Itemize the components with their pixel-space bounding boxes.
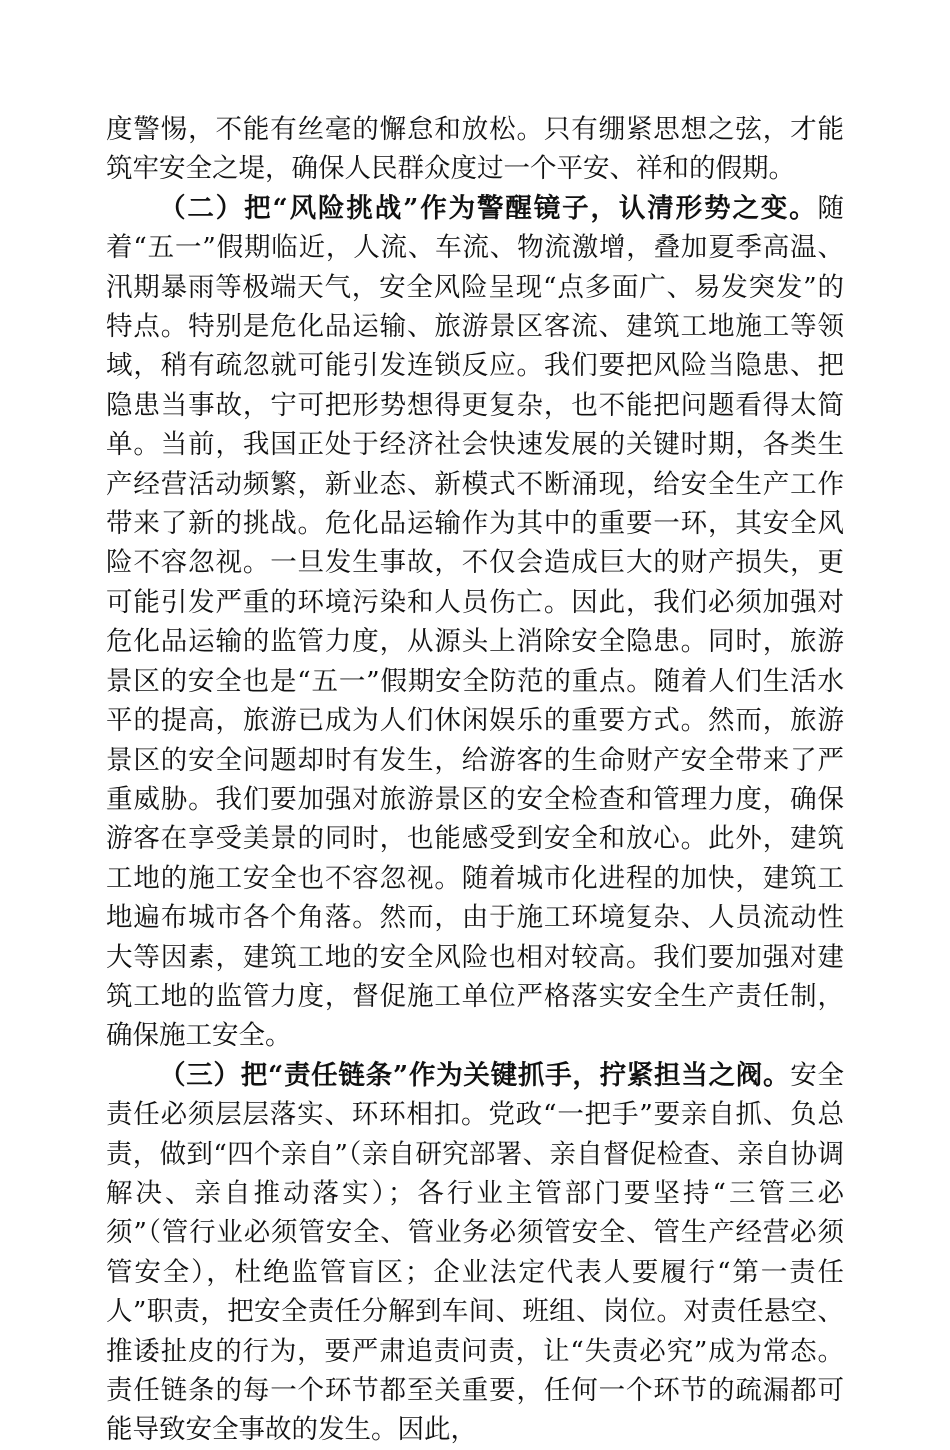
paragraph-body: 度警惕，不能有丝毫的懈怠和放松。只有绷紧思想之弦，才能筑牢安全之堤，确保人民群众度过一个平安、祥和的假期。 [106, 114, 844, 185]
paragraph-risk-challenge [106, 189, 844, 1056]
paragraph-body: 随着“五一”假期临近，人流、车流、物流激增，叠加夏季高温、汛期暴雨等极端天气，安全风险呈现“点多面广、易发突发”的特点。特别是危化品运输、旅游景区客流、建筑工地施工等领域，稍有疏忽就可能引发连锁反应。我们要把风险当隐患、把隐患当事故，宁可把形势想得更复杂，也不能把问题看得太简单。当前，我国正处于经济社会快速发展的关键时期，各类生产经营活动频繁，新业态、新模式不断涌现，给安全生产工作带来了新的挑战。危化品运输作为其中的重要一环，其安全风险不容忽视。一旦发生事故，不仅会造成巨大的财产损失，更可能引发严重的环境污染和人员伤亡。因此，我们必须加强对危化品运输的监管力度，从源头上消除安全隐患。同时，旅游景区的安全也是“五一”假期安全防范的重点。随着人们生活水平的提高，旅游已成为人们休闲娱乐的重要方式。然而，旅游景区的安全问题却时有发生，给游客的生命财产安全带来了严重威胁。我们要加强对旅游景区的安全检查和管理力度，确保游客在享受美景的同时，也能感受到安全和放心。此外，建筑工地的施工安全也不容忽视。随着城市化进程的加快，建筑工地遍布城市各个角落。然而，由于施工环境复杂、人员流动性大等因素，建筑工地的安全风险也相对较高。我们要加强对建筑工地的监管力度，督促施工单位严格落实安全生产责任制，确保施工安全。 [106, 192, 844, 1052]
paragraph-body: 安全责任必须层层落实、环环相扣。党政“一把手”要亲自抓、负总责，做到“四个亲自”（亲自研究部署、亲自督促检查、亲自协调解决、亲自推动落实）；各行业主管部门要坚持“三管三必须”（管行业必须管安全、管业务必须管安全、管生产经营必须管安全），杜绝监管盲区；企业法定代表人要履行“第一责任人”职责，把安全责任分解到车间、班组、岗位。对责任悬空、推诿扯皮的行为，要严肃追责问责，让“失责必究”成为常态。责任链条的每一个环节都至关重要，任何一个环节的疏漏都可能导致安全事故的发生。因此， [106, 1059, 844, 1446]
paragraph-continued [106, 110, 844, 189]
paragraph-heading: （三）把“责任链条”作为关键抓手，拧紧担当之阀。 [159, 1059, 791, 1091]
paragraph-heading: （二）把“风险挑战”作为警醒镜子，认清形势之变。 [159, 192, 818, 224]
paragraph-responsibility-chain [106, 1056, 844, 1450]
